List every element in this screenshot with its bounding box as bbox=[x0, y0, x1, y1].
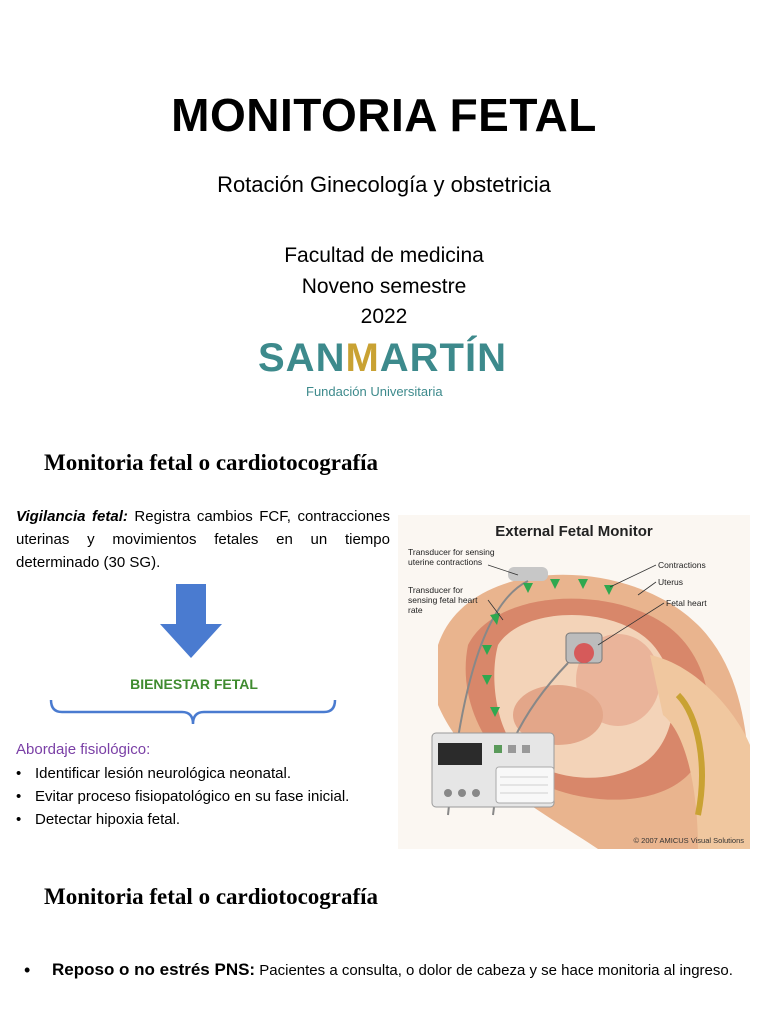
logo-subtitle: Fundación Universitaria bbox=[306, 384, 443, 399]
curly-brace-icon bbox=[48, 698, 340, 730]
list-item bbox=[24, 958, 738, 983]
figure-title: External Fetal Monitor bbox=[495, 523, 653, 540]
bullet-icon: • bbox=[24, 960, 31, 980]
page-subtitle: Rotación Ginecología y obstetricia bbox=[217, 172, 551, 197]
semester-text: Noveno semestre bbox=[301, 275, 467, 298]
label-uterus: Uterus bbox=[658, 577, 684, 587]
item-lead: Reposo o no estrés PNS: bbox=[52, 960, 256, 979]
section-heading-1: Monitoria fetal o cardiotocografía bbox=[44, 450, 379, 475]
sanmartin-logo: SANMARTÍN bbox=[258, 336, 507, 380]
list-item: • Detectar hipoxia fetal. bbox=[16, 808, 366, 831]
faculty-text: Facultad de medicina bbox=[284, 244, 484, 267]
wellbeing-label: BIENESTAR FETAL bbox=[130, 676, 258, 692]
fetal-monitor-illustration bbox=[398, 515, 750, 849]
list-item: • Evitar proceso fisiopatológico en su fase inicial. bbox=[16, 785, 366, 808]
approach-heading: Abordaje fisiológico: bbox=[16, 741, 151, 758]
item-text: Pacientes a consulta, o dolor de cabeza y se hace monitoria al ingreso. bbox=[255, 962, 733, 979]
definition-term: Vigilancia fetal: bbox=[16, 508, 128, 525]
label-uterine-transducer: Transducer for sensing uterine contractions bbox=[408, 547, 495, 567]
definition-paragraph bbox=[16, 505, 390, 574]
approach-list bbox=[16, 762, 366, 831]
list-item: • Identificar lesión neurológica neonatal. bbox=[16, 762, 366, 785]
label-fetal-heart: Fetal heart bbox=[666, 598, 707, 608]
section-heading-2: Monitoria fetal o cardiotocografía bbox=[44, 884, 379, 909]
label-fetal-transducer: Transducer for sensing fetal heart rate bbox=[408, 585, 478, 615]
year-text: 2022 bbox=[360, 305, 408, 328]
definition-text: Registra cambios FCF, contracciones uterinas y movimientos fetales en un tiempo determinado (30 SG). bbox=[16, 508, 391, 571]
label-contractions: Contractions bbox=[658, 560, 706, 570]
page-title: MONITORIA FETAL bbox=[171, 89, 597, 141]
down-arrow-icon bbox=[158, 584, 224, 660]
figure-credit: © 2007 AMICUS Visual Solutions bbox=[633, 836, 744, 845]
